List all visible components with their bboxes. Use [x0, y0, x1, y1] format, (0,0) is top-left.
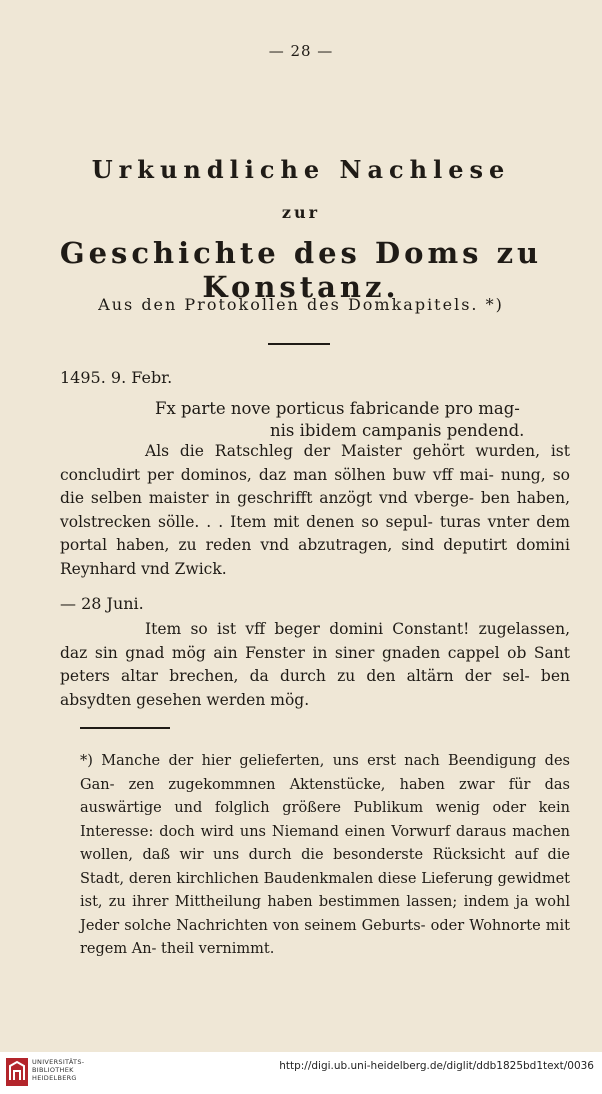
subtitle: Aus den Protokollen des Domkapitels. *)	[98, 295, 504, 314]
source-url-link[interactable]: http://digi.ub.uni-heidelberg.de/diglit/ddb1825bd1text/0036	[279, 1060, 594, 1072]
page-number: — 28 —	[268, 42, 334, 60]
entry-date-2: — 28 Juni.	[60, 594, 144, 613]
entry-text-1: Als die Ratschleg der Maister gehört wurden, ist concludirt per dominos, daz man sölhen buw vff mai- nung, so die selben maister in geschrifft anzögt vnd vberge- ben haben, volstrecken sölle. . . Item mit denen so sepul- turas vnter dem portal haben, zu reden vnd abzutragen, sind deputirt domini Reynhard vnd Zwick.	[60, 442, 570, 578]
library-logo-icon	[6, 1058, 28, 1086]
entry-text-2: Item so ist vff beger domini Constant! zugelassen, daz sin gnad mög ain Fenster in siner gnaden cappel ob Sant peters altar brechen, da durch zu den altärn der sel- ben absydten gesehen werden mög.	[60, 620, 570, 709]
title-big: Geschichte des Doms zu Konstanz.	[59, 236, 543, 304]
title-zur: zur	[281, 203, 321, 222]
footnote-rule	[80, 727, 170, 729]
library-name: UNIVERSITÄTS- BIBLIOTHEK HEIDELBERG	[32, 1058, 85, 1082]
entry-date-1: 1495. 9. Febr.	[60, 368, 173, 387]
entry-heading-line-1: Fx parte nove porticus fabricande pro mag-	[155, 399, 520, 418]
entry-heading-line-2: nis ibidem campanis pendend.	[270, 421, 525, 440]
title-main: Urkundliche Nachlese	[91, 155, 511, 184]
footnote: *) Manche der hier gelieferten, uns erst nach Beendigung des Gan- zen zugekommnen Aktenstücke, haben zwar für das auswärtige und folglich größere Publikum wenig oder kein Interesse: doch wird uns Niemand einen Vorwurf daraus machen wollen, daß wir uns durch die besonderste Rücksicht auf die Stadt, deren kirchlichen Baudenkmalen diese Lieferung gewidmet ist, zu ihrer Mittheilung haben bestimmen lassen; indem ja wohl Jeder solche Nachrichten von seinem Geburts- oder Wohnorte mit regem An- theil vernimmt.	[80, 753, 570, 957]
viewer-footer	[0, 1052, 602, 1094]
divider-rule	[268, 343, 330, 345]
